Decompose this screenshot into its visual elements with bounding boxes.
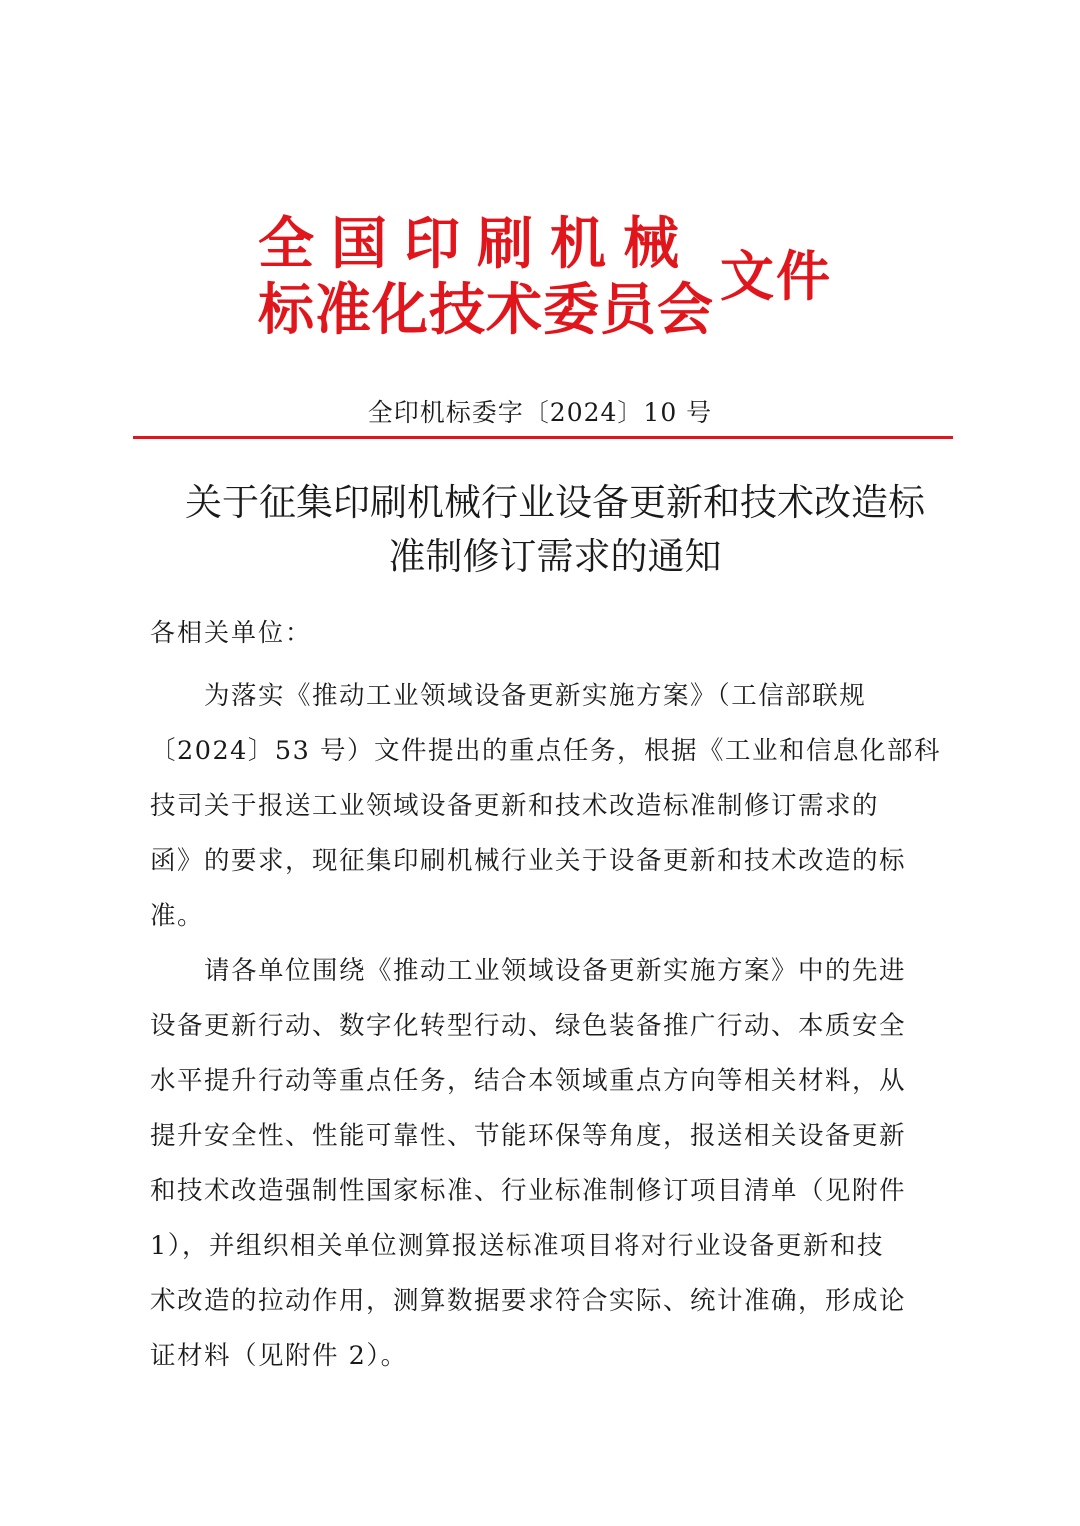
body-paragraph-2	[150, 944, 960, 1384]
paragraph-line: 术改造的拉动作用，测算数据要求符合实际、统计准确，形成论	[150, 1286, 907, 1316]
document-header	[258, 212, 858, 352]
notice-title	[150, 476, 960, 584]
notice-title-line-1: 关于征集印刷机械行业设备更新和技术改造标	[185, 481, 925, 524]
paragraph-line: 为落实《推动工业领域设备更新实施方案》（工信部联规	[150, 681, 867, 711]
paragraph-line: 〔2024〕53 号）文件提出的重点任务，根据《工业和信息化部科	[150, 736, 941, 766]
paragraph-line: 函》的要求，现征集印刷机械行业关于设备更新和技术改造的标	[150, 846, 907, 876]
issuing-organization-line-1: 全国印刷机械	[258, 212, 696, 277]
document-type-label: 文件	[720, 245, 832, 308]
notice-title-line-2: 准制修订需求的通知	[388, 535, 722, 578]
salutation: 各相关单位：	[150, 618, 313, 647]
paragraph-line: 和技术改造强制性国家标准、行业标准制修订项目清单（见附件	[150, 1176, 907, 1206]
paragraph-line: 证材料（见附件 2）。	[150, 1341, 408, 1371]
issuing-organization-line-2: 标准化技术委员会	[258, 278, 714, 343]
paragraph-line: 请各单位围绕《推动工业领域设备更新实施方案》中的先进	[150, 956, 907, 986]
red-separator-line	[133, 436, 953, 439]
paragraph-line: 提升安全性、性能可靠性、节能环保等角度，报送相关设备更新	[150, 1121, 907, 1151]
document-number: 全印机标委字〔2024〕10 号	[367, 398, 713, 427]
body-paragraph-1	[150, 669, 960, 944]
paragraph-line: 技司关于报送工业领域设备更新和技术改造标准制修订需求的	[150, 791, 880, 821]
paragraph-line: 准。	[150, 901, 205, 931]
paragraph-line: 1），并组织相关单位测算报送标准项目将对行业设备更新和技	[150, 1231, 884, 1261]
paragraph-line: 水平提升行动等重点任务，结合本领域重点方向等相关材料，从	[150, 1066, 907, 1096]
paragraph-line: 设备更新行动、数字化转型行动、绿色装备推广行动、本质安全	[150, 1011, 907, 1041]
